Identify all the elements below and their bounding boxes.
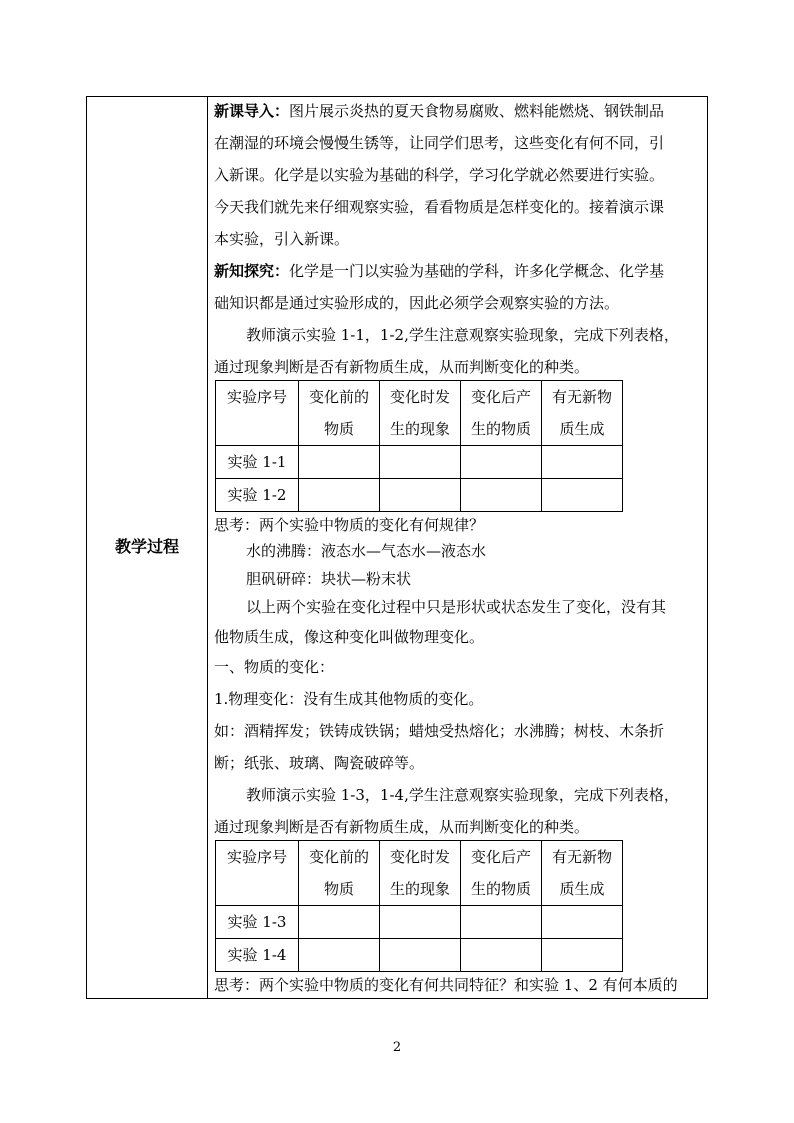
demo2-line-1: 教师演示实验 1-3，1-4,学生注意观察实验现象，完成下列表格，	[246, 786, 679, 804]
experiment-table-2	[215, 840, 623, 972]
table1-header-cell: 有无新物 质生成	[542, 381, 623, 446]
table2-header-cell: 实验序号	[216, 841, 299, 906]
empty-cell	[299, 446, 380, 479]
explore-heading: 新知探究：	[214, 262, 290, 280]
summary1-line-1: 以上两个实验在变化过程中只是形状或状态发生了变化，没有其	[246, 598, 667, 616]
table2-header-cell: 变化时发 生的现象	[380, 841, 461, 906]
empty-cell	[380, 479, 461, 512]
intro-line-4: 今天我们就先来仔细观察实验，看看物质是怎样变化的。接着演示课	[214, 198, 665, 216]
table1-header-cell: 变化后产 生的物质	[461, 381, 542, 446]
summary1-line-2: 他物质生成，像这种变化叫做物理变化。	[214, 628, 485, 646]
table1-header-cell: 变化前的 物质	[299, 381, 380, 446]
physical-definition: 1.物理变化：没有生成其他物质的变化。	[214, 690, 484, 708]
intro-line-5: 本实验，引入新课。	[214, 230, 350, 248]
table2-header-cell: 变化后产 生的物质	[461, 841, 542, 906]
table2-header-cell: 有无新物 质生成	[542, 841, 623, 906]
intro-line-1: 新课导入：图片展示炎热的夏天食物易腐败、燃料能燃烧、钢铁制品	[214, 102, 665, 120]
demo2-line-2: 通过现象判断是否有新物质生成，从而判断变化的种类。	[214, 818, 590, 836]
intro-line-2: 在潮湿的环境会慢慢生锈等，让同学们思考，这些变化有何不同，引	[214, 134, 665, 152]
empty-cell	[380, 906, 461, 939]
table2-row-label: 实验 1-3	[216, 906, 299, 939]
intro-line-3: 入新课。化学是以实验为基础的科学，学习化学就必然要进行实验。	[214, 166, 665, 184]
examples-line-2: 断；纸张、玻璃、陶瓷破碎等。	[214, 754, 425, 772]
explore-line-2: 础知识都是通过实验形成的，因此必须学会观察实验的方法。	[214, 294, 620, 312]
empty-cell	[461, 939, 542, 972]
experiment-table-1	[215, 380, 623, 512]
empty-cell	[299, 939, 380, 972]
table1-header-cell: 实验序号	[216, 381, 299, 446]
empty-cell	[380, 446, 461, 479]
empty-cell	[461, 906, 542, 939]
section-label: 教学过程	[114, 537, 179, 556]
lesson-plan-table	[86, 96, 708, 999]
table1-row-label: 实验 1-1	[216, 446, 299, 479]
table-row	[216, 479, 623, 512]
think2: 思考：两个实验中物质的变化有何共同特征？和实验 1、2 有何本质的	[214, 976, 678, 994]
grinding-note: 胆矾研碎：块状—粉末状	[246, 570, 412, 588]
examples-line-1: 如：酒精挥发；铁铸成铁锅；蜡烛受热熔化；水沸腾；树枝、木条折	[214, 722, 665, 740]
table2-header-cell: 变化前的 物质	[299, 841, 380, 906]
empty-cell	[542, 939, 623, 972]
table1-row-label: 实验 1-2	[216, 479, 299, 512]
empty-cell	[542, 479, 623, 512]
table2-row-label: 实验 1-4	[216, 939, 299, 972]
empty-cell	[380, 939, 461, 972]
demo1-line-1: 教师演示实验 1-1，1-2,学生注意观察实验现象，完成下列表格，	[246, 326, 679, 344]
table1-header-cell: 变化时发 生的现象	[380, 381, 461, 446]
section-heading: 一、物质的变化：	[214, 658, 335, 676]
page-number: 2	[392, 1040, 402, 1055]
demo1-line-2: 通过现象判断是否有新物质生成，从而判断变化的种类。	[214, 358, 590, 376]
think1: 思考：两个实验中物质的变化有何规律？	[214, 516, 485, 534]
empty-cell	[542, 906, 623, 939]
table-row	[216, 939, 623, 972]
empty-cell	[461, 446, 542, 479]
column-divider	[207, 97, 208, 998]
boiling-note: 水的沸腾：液态水—气态水—液态水	[246, 542, 487, 560]
explore-line-1: 新知探究：化学是一门以实验为基础的学科，许多化学概念、化学基	[214, 262, 665, 280]
empty-cell	[299, 906, 380, 939]
table-row	[216, 446, 623, 479]
empty-cell	[461, 479, 542, 512]
intro-heading: 新课导入：	[214, 102, 290, 120]
empty-cell	[542, 446, 623, 479]
empty-cell	[299, 479, 380, 512]
table-row	[216, 906, 623, 939]
